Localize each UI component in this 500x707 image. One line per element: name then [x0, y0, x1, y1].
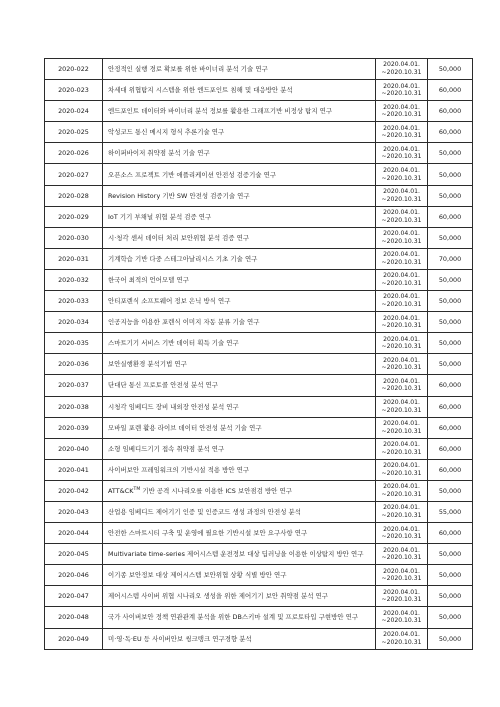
- project-period-cell: [376, 143, 428, 164]
- project-id-cell: 2020-029: [45, 206, 103, 227]
- project-period-cell: [376, 312, 428, 333]
- period-start: 2020.04.01.: [383, 356, 420, 364]
- project-id-cell: 2020-037: [45, 375, 103, 396]
- table-row: [45, 227, 473, 248]
- period-end: ~2020.10.31: [381, 174, 422, 182]
- project-title-cell: 악성코드 통신 메시지 형식 추론기술 연구: [103, 122, 376, 143]
- project-amount-cell: 50,000: [428, 333, 473, 354]
- project-title-cell: 하이퍼바이저 취약점 분석 기술 연구: [103, 143, 376, 164]
- project-amount-cell: 60,000: [428, 375, 473, 396]
- table-row: [45, 122, 473, 143]
- table-row: [45, 523, 473, 544]
- project-amount-cell: 50,000: [428, 291, 473, 312]
- project-title-cell: Revision History 기반 SW 안전성 검증기술 연구: [103, 185, 376, 206]
- period-end: ~2020.10.31: [381, 237, 422, 245]
- period-end: ~2020.10.31: [381, 301, 422, 309]
- table-row: [45, 185, 473, 206]
- project-id-cell: 2020-030: [45, 227, 103, 248]
- table-row: [45, 480, 473, 501]
- table-row: [45, 248, 473, 269]
- project-period-cell: [376, 480, 428, 501]
- table-row: [45, 354, 473, 375]
- project-period-cell: [376, 269, 428, 290]
- period-start: 2020.04.01.: [383, 567, 420, 575]
- project-period-cell: [376, 459, 428, 480]
- period-end: ~2020.10.31: [381, 638, 422, 646]
- project-id-cell: 2020-044: [45, 523, 103, 544]
- project-id-cell: 2020-039: [45, 417, 103, 438]
- table-row: [45, 291, 473, 312]
- project-title-cell: 모바일 포렌 활용 라이브 데이터 안전성 분석 기술 연구: [103, 417, 376, 438]
- project-id-cell: 2020-032: [45, 269, 103, 290]
- table-row: [45, 101, 473, 122]
- period-start: 2020.04.01.: [383, 124, 420, 132]
- project-title-cell: 안티포렌식 소프트웨어 정보 은닉 방식 연구: [103, 291, 376, 312]
- table-row: [45, 143, 473, 164]
- project-title-text: 기반 공격 시나리오를 이용한 ICS 보안점검 방안 연구: [140, 487, 292, 496]
- project-amount-cell: 50,000: [428, 607, 473, 628]
- period-end: ~2020.10.31: [381, 406, 422, 414]
- period-end: ~2020.10.31: [381, 364, 422, 372]
- project-period-cell: [376, 628, 428, 649]
- table-row: [45, 375, 473, 396]
- period-end: ~2020.10.31: [381, 575, 422, 583]
- project-amount-cell: 50,000: [428, 354, 473, 375]
- project-title-prefix: ATT&CK: [108, 487, 134, 496]
- period-start: 2020.04.01.: [383, 630, 420, 638]
- project-title-cell: 차세대 위협탐지 시스템을 위한 엔드포인트 침해 및 대응방안 분석: [103, 80, 376, 101]
- period-end: ~2020.10.31: [381, 448, 422, 456]
- project-title-cell: 보안실행환경 분석기법 연구: [103, 354, 376, 375]
- table-row: [45, 269, 473, 290]
- table-row: [45, 459, 473, 480]
- period-start: 2020.04.01.: [383, 441, 420, 449]
- period-end: ~2020.10.31: [381, 554, 422, 562]
- table-row: [45, 80, 473, 101]
- project-period-cell: [376, 122, 428, 143]
- project-id-cell: 2020-031: [45, 248, 103, 269]
- project-amount-cell: 60,000: [428, 122, 473, 143]
- table-row: [45, 206, 473, 227]
- project-id-cell: 2020-036: [45, 354, 103, 375]
- project-title-cell: IoT 기기 부채널 위협 분석 검증 연구: [103, 206, 376, 227]
- project-period-cell: [376, 396, 428, 417]
- project-title-cell: 이기종 보안정보 대상 제어시스템 보안위협 상황 식별 방안 연구: [103, 565, 376, 586]
- period-start: 2020.04.01.: [383, 546, 420, 554]
- project-amount-cell: 50,000: [428, 164, 473, 185]
- project-period-cell: [376, 565, 428, 586]
- project-id-cell: 2020-042: [45, 480, 103, 501]
- table-row: [45, 628, 473, 649]
- project-title-cell: 소형 임베디드기기 접속 취약점 분석 연구: [103, 438, 376, 459]
- project-title-cell: 산업용 임베디드 제어기기 인증 및 인증코드 생성 과정의 안전성 분석: [103, 501, 376, 522]
- project-amount-cell: 50,000: [428, 586, 473, 607]
- period-start: 2020.04.01.: [383, 209, 420, 217]
- project-id-cell: 2020-040: [45, 438, 103, 459]
- project-amount-cell: 50,000: [428, 269, 473, 290]
- project-id-cell: 2020-033: [45, 291, 103, 312]
- project-title-cell: 국가 사이버보안 정책 연관관계 분석을 위한 DB스키마 설계 및 프로토타입 구현방안 연구: [103, 607, 376, 628]
- period-start: 2020.04.01.: [383, 61, 420, 69]
- project-period-cell: [376, 80, 428, 101]
- table-row: [45, 312, 473, 333]
- project-amount-cell: 50,000: [428, 59, 473, 80]
- period-start: 2020.04.01.: [383, 420, 420, 428]
- project-period-cell: [376, 501, 428, 522]
- project-id-cell: 2020-041: [45, 459, 103, 480]
- project-title-cell: 사이버보안 프레임워크의 기반시설 적용 방안 연구: [103, 459, 376, 480]
- period-end: ~2020.10.31: [381, 132, 422, 140]
- table-row: [45, 544, 473, 565]
- period-end: ~2020.10.31: [381, 216, 422, 224]
- project-title-cell: 제어시스템 사이버 위협 시나리오 생성을 위한 제어기기 보안 취약점 분석 연구: [103, 586, 376, 607]
- project-amount-cell: 60,000: [428, 80, 473, 101]
- period-start: 2020.04.01.: [383, 588, 420, 596]
- period-end: ~2020.10.31: [381, 322, 422, 330]
- period-start: 2020.04.01.: [383, 335, 420, 343]
- table-row: [45, 396, 473, 417]
- project-id-cell: 2020-046: [45, 565, 103, 586]
- period-end: ~2020.10.31: [381, 111, 422, 119]
- project-id-cell: 2020-034: [45, 312, 103, 333]
- period-end: ~2020.10.31: [381, 153, 422, 161]
- project-title-cell: 시·청각 센서 데이터 처리 보안위협 분석 검증 연구: [103, 227, 376, 248]
- table-row: [45, 607, 473, 628]
- period-start: 2020.04.01.: [383, 314, 420, 322]
- period-start: 2020.04.01.: [383, 525, 420, 533]
- period-end: ~2020.10.31: [381, 195, 422, 203]
- project-id-cell: 2020-026: [45, 143, 103, 164]
- project-period-cell: [376, 206, 428, 227]
- project-amount-cell: 50,000: [428, 227, 473, 248]
- project-amount-cell: 60,000: [428, 101, 473, 122]
- project-period-cell: [376, 227, 428, 248]
- project-amount-cell: 50,000: [428, 143, 473, 164]
- project-amount-cell: 60,000: [428, 396, 473, 417]
- table-row: [45, 333, 473, 354]
- period-end: ~2020.10.31: [381, 469, 422, 477]
- project-id-cell: 2020-045: [45, 544, 103, 565]
- project-title-cell: 안정적인 실행 경로 확보를 위한 바이너리 분석 기술 연구: [103, 59, 376, 80]
- period-start: 2020.04.01.: [383, 272, 420, 280]
- trademark-superscript: TM: [133, 487, 141, 493]
- project-period-cell: [376, 164, 428, 185]
- project-title-cell: 한국어 최적의 언어모델 연구: [103, 269, 376, 290]
- table-row: [45, 417, 473, 438]
- table-body: [45, 59, 473, 650]
- period-start: 2020.04.01.: [383, 103, 420, 111]
- period-start: 2020.04.01.: [383, 609, 420, 617]
- project-period-cell: [376, 438, 428, 459]
- project-period-cell: [376, 185, 428, 206]
- project-period-cell: [376, 523, 428, 544]
- project-title-cell: Multivariate time-series 제어시스템 운전정보 대상 딥러닝을 이용한 이상탐지 방안 연구: [103, 544, 376, 565]
- project-id-cell: 2020-048: [45, 607, 103, 628]
- period-start: 2020.04.01.: [383, 377, 420, 385]
- period-end: ~2020.10.31: [381, 385, 422, 393]
- project-title-cell: 엔드포인트 데이터와 바이너리 분석 정보를 활용한 그래프기반 비정상 탐지 연구: [103, 101, 376, 122]
- project-id-cell: 2020-025: [45, 122, 103, 143]
- project-id-cell: 2020-035: [45, 333, 103, 354]
- project-id-cell: 2020-022: [45, 59, 103, 80]
- period-start: 2020.04.01.: [383, 483, 420, 491]
- project-id-cell: 2020-038: [45, 396, 103, 417]
- project-period-cell: [376, 354, 428, 375]
- project-period-cell: [376, 586, 428, 607]
- table-row: [45, 586, 473, 607]
- project-amount-cell: 60,000: [428, 417, 473, 438]
- project-id-cell: 2020-024: [45, 101, 103, 122]
- project-amount-cell: 50,000: [428, 480, 473, 501]
- table-row: [45, 59, 473, 80]
- project-id-cell: 2020-049: [45, 628, 103, 649]
- project-title-cell: 시청각 임베디드 장비 내외장 안전성 분석 연구: [103, 396, 376, 417]
- period-end: ~2020.10.31: [381, 69, 422, 77]
- research-projects-table: [44, 58, 473, 650]
- table-row: [45, 565, 473, 586]
- project-period-cell: [376, 291, 428, 312]
- project-period-cell: [376, 59, 428, 80]
- period-end: ~2020.10.31: [381, 343, 422, 351]
- project-title-cell: [103, 480, 376, 501]
- period-start: 2020.04.01.: [383, 230, 420, 238]
- project-period-cell: [376, 607, 428, 628]
- project-period-cell: [376, 248, 428, 269]
- project-amount-cell: 50,000: [428, 565, 473, 586]
- table-row: [45, 501, 473, 522]
- project-title-cell: 스마트기기 서비스 기반 데이터 획득 기술 연구: [103, 333, 376, 354]
- project-amount-cell: 50,000: [428, 312, 473, 333]
- period-end: ~2020.10.31: [381, 90, 422, 98]
- project-amount-cell: 55,000: [428, 501, 473, 522]
- project-amount-cell: 50,000: [428, 185, 473, 206]
- period-start: 2020.04.01.: [383, 188, 420, 196]
- project-period-cell: [376, 375, 428, 396]
- period-end: ~2020.10.31: [381, 258, 422, 266]
- period-start: 2020.04.01.: [383, 251, 420, 259]
- project-title-cell: 오픈소스 프로젝트 기반 애플리케이션 안전성 검증기술 연구: [103, 164, 376, 185]
- project-title-cell: 안전한 스마트시티 구축 및 운영에 필요한 기반시설 보안 요구사항 연구: [103, 523, 376, 544]
- period-start: 2020.04.01.: [383, 166, 420, 174]
- project-amount-cell: 60,000: [428, 206, 473, 227]
- period-start: 2020.04.01.: [383, 398, 420, 406]
- project-id-cell: 2020-027: [45, 164, 103, 185]
- period-end: ~2020.10.31: [381, 596, 422, 604]
- project-amount-cell: 50,000: [428, 544, 473, 565]
- period-end: ~2020.10.31: [381, 617, 422, 625]
- project-amount-cell: 50,000: [428, 628, 473, 649]
- project-period-cell: [376, 101, 428, 122]
- project-title-cell: 기계학습 기반 다중 스테그아날리시스 기초 기술 연구: [103, 248, 376, 269]
- period-end: ~2020.10.31: [381, 490, 422, 498]
- project-title-cell: 단대단 통신 프로토콜 안전성 분석 연구: [103, 375, 376, 396]
- period-start: 2020.04.01.: [383, 462, 420, 470]
- project-amount-cell: 60,000: [428, 438, 473, 459]
- period-start: 2020.04.01.: [383, 145, 420, 153]
- project-id-cell: 2020-028: [45, 185, 103, 206]
- period-start: 2020.04.01.: [383, 293, 420, 301]
- period-end: ~2020.10.31: [381, 512, 422, 520]
- project-id-cell: 2020-047: [45, 586, 103, 607]
- table-row: [45, 164, 473, 185]
- project-amount-cell: 60,000: [428, 523, 473, 544]
- project-amount-cell: 70,000: [428, 248, 473, 269]
- project-id-cell: 2020-023: [45, 80, 103, 101]
- project-period-cell: [376, 333, 428, 354]
- period-end: ~2020.10.31: [381, 427, 422, 435]
- project-title-cell: 미·영·독·EU 등 사이버안보 씽크탱크 연구경향 분석: [103, 628, 376, 649]
- project-period-cell: [376, 417, 428, 438]
- period-start: 2020.04.01.: [383, 82, 420, 90]
- project-title-cell: 인공지능을 이용한 포렌식 이미지 자동 분류 기술 연구: [103, 312, 376, 333]
- period-end: ~2020.10.31: [381, 279, 422, 287]
- table-row: [45, 438, 473, 459]
- project-period-cell: [376, 544, 428, 565]
- project-id-cell: 2020-043: [45, 501, 103, 522]
- project-amount-cell: 60,000: [428, 459, 473, 480]
- period-end: ~2020.10.31: [381, 533, 422, 541]
- period-start: 2020.04.01.: [383, 504, 420, 512]
